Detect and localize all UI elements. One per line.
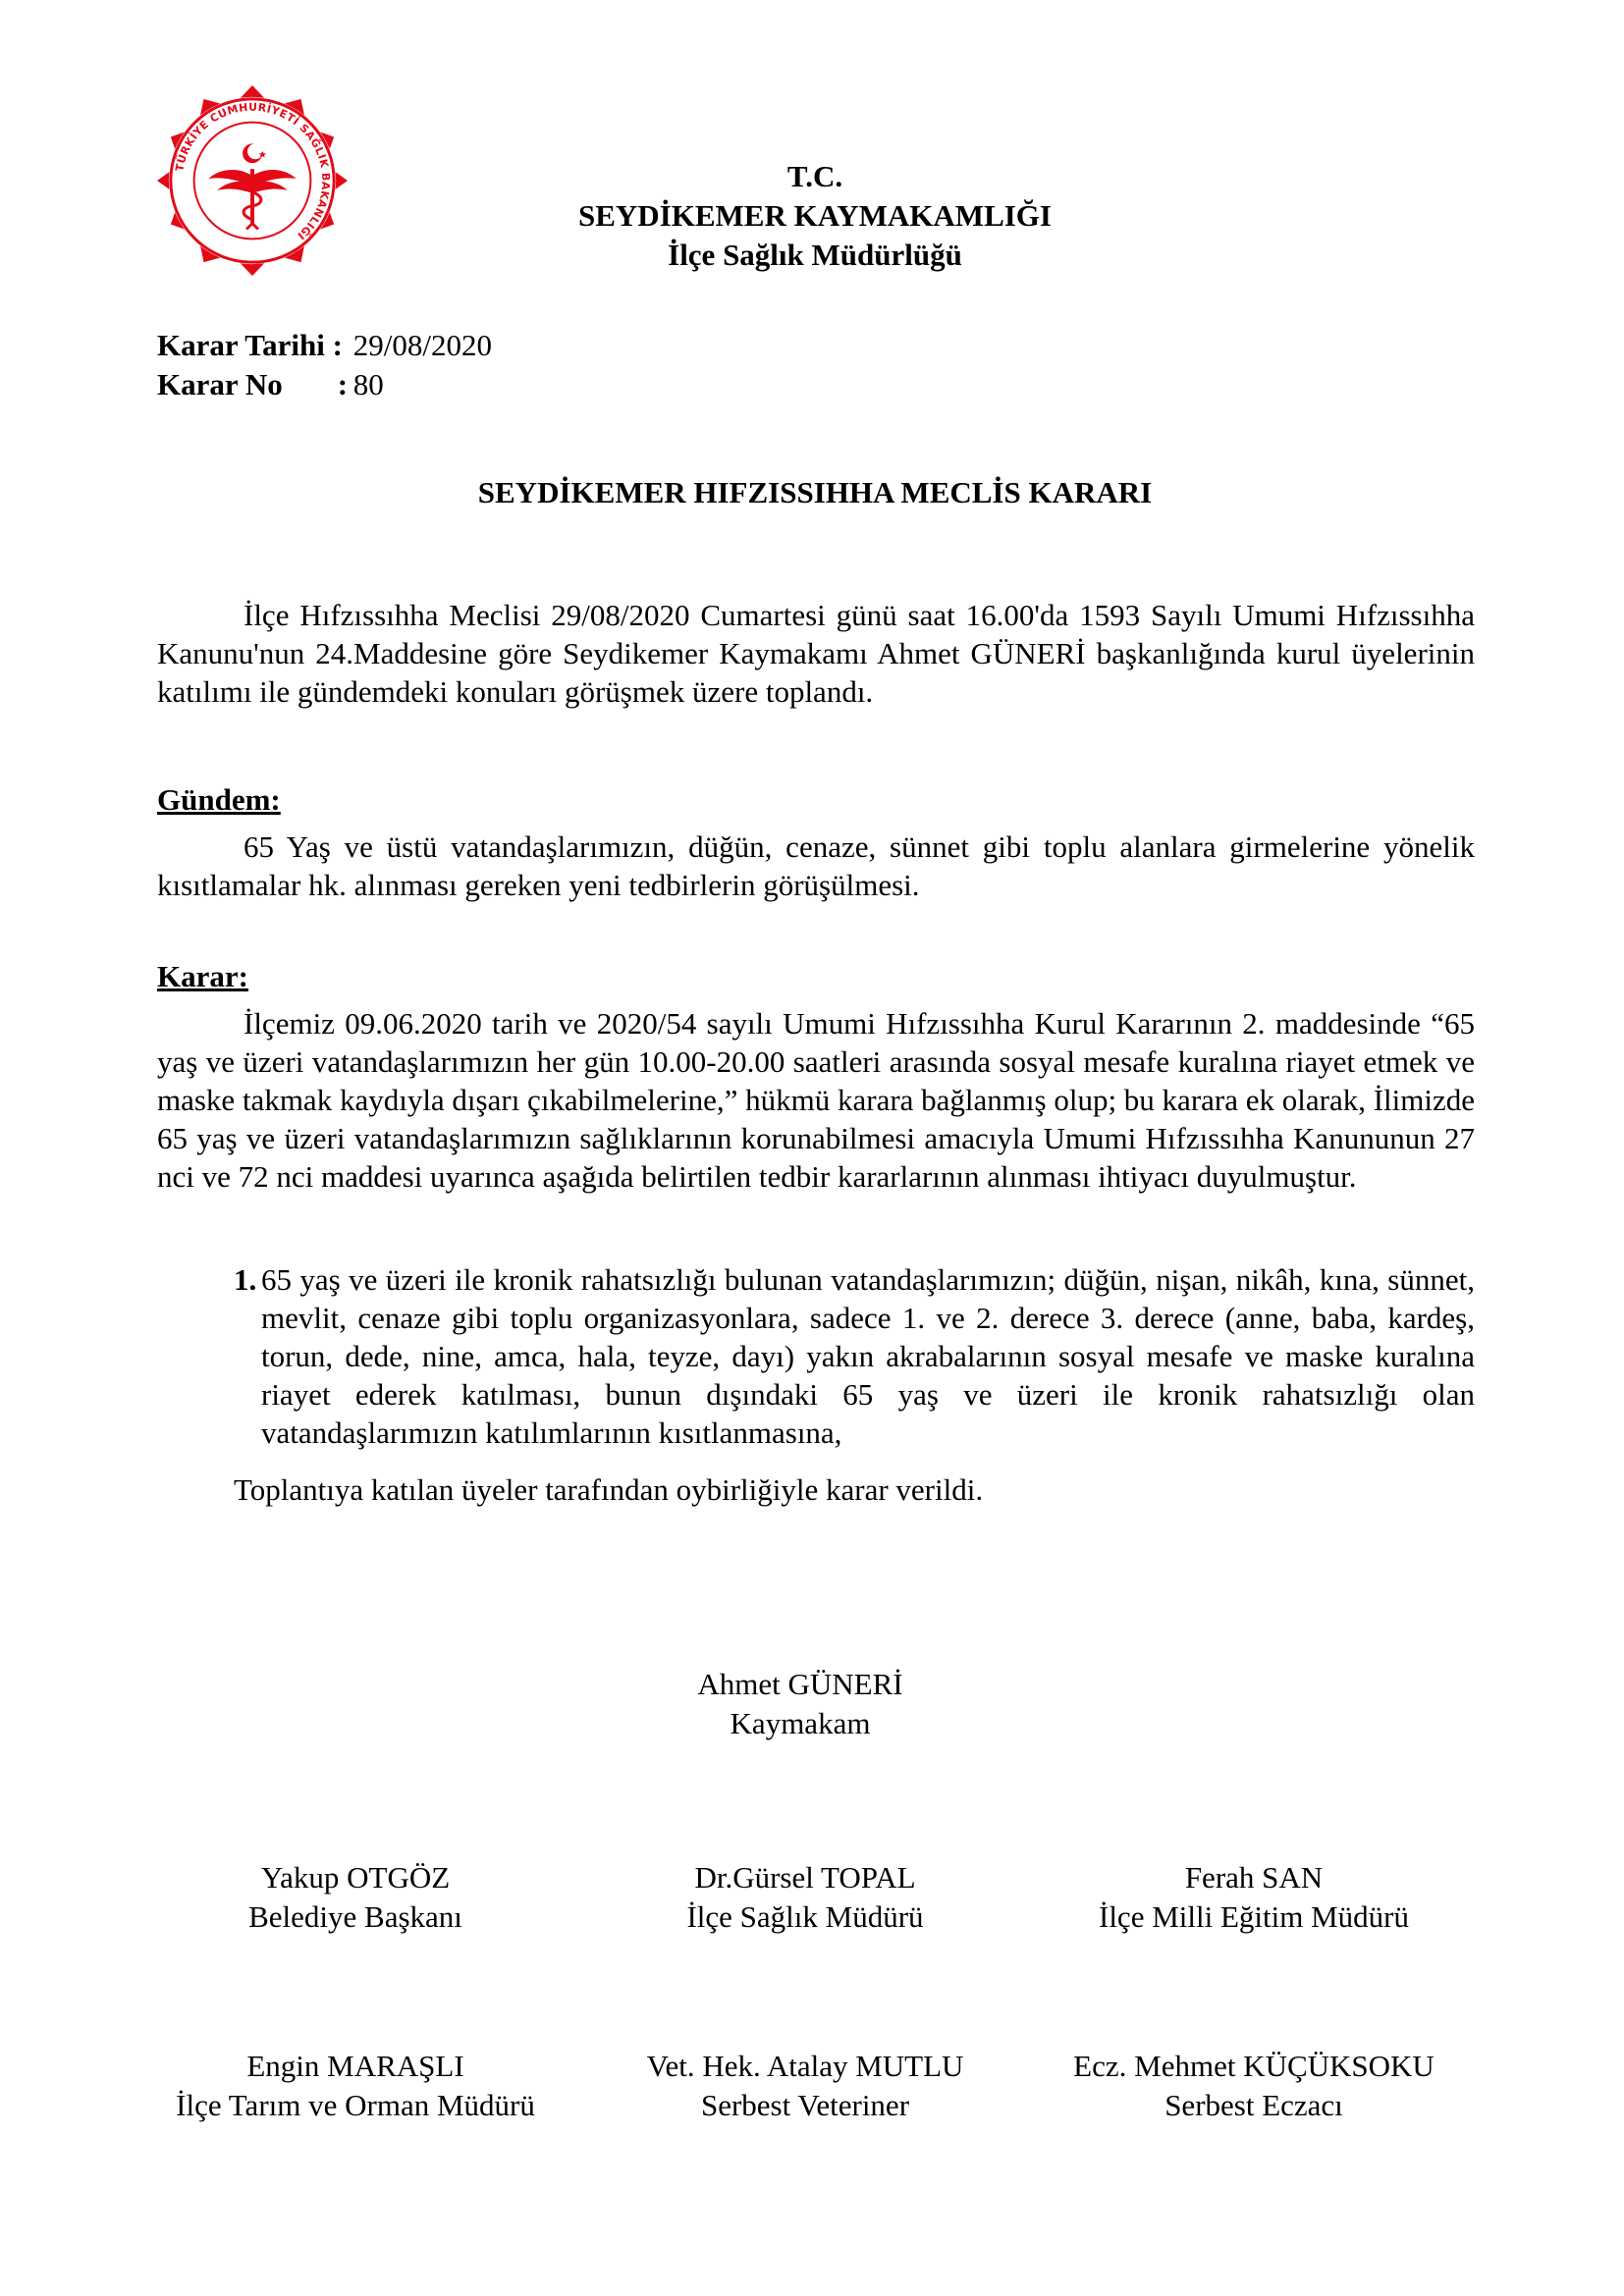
signatory-title: İlçe Sağlık Müdürü — [686, 1899, 924, 1934]
decision-date-label: Karar Tarihi : — [157, 328, 343, 362]
signatory-title: Serbest Eczacı — [1164, 2088, 1343, 2122]
decision-paragraph: İlçemiz 09.06.2020 tarih ve 2020/54 sayılı Umumi Hıfzıssıhha Kurul Kararının 2. maddesinde “65 yaş ve üzeri vatandaşlarımızın her gün 10.00-20.00 saatleri arasında sosyal mesafe kuralına riayet etmek ve maske takmak kaydıyla dışarı çıkabilmelerine,” hükmü karara bağlanmış olup; bu karara ek olarak, İlimizde 65 yaş ve üzeri vatandaşlarımızın sağlıklarının korunabilmesi amacıyla Umumi Hıfzıssıhha Kanununun 27 nci ve 72 nci maddesi uyarınca aşağıda belirtilen tedbir kararlarının alınması ihtiyacı duyulmuştur. — [157, 1006, 1475, 1194]
decision-no-value: 80 — [352, 367, 384, 401]
signatory-name: Ahmet GÜNERİ — [697, 1667, 903, 1701]
header-directorate: İlçe Sağlık Müdürlüğü — [668, 238, 962, 272]
list-item-number: 1. — [234, 1262, 257, 1297]
signatory-name: Engin MARAŞLI — [246, 2049, 464, 2083]
decision-date-row — [157, 326, 492, 365]
signatory-name: Vet. Hek. Atalay MUTLU — [646, 2049, 964, 2083]
signatory-title: Serbest Veteriner — [700, 2088, 910, 2122]
header-tc: T.C. — [786, 159, 843, 193]
signatory-3 — [1008, 1858, 1499, 1937]
svg-text:TÜRKİYE CUMHURİYETİ SAĞLIK BAK: TÜRKİYE CUMHURİYETİ SAĞLIK BAKANLIĞI — [173, 100, 333, 242]
signatory-title: İlçe Milli Eğitim Müdürü — [1099, 1899, 1409, 1934]
signatory-name: Yakup OTGÖZ — [260, 1860, 451, 1895]
signatory-name: Dr.Gürsel TOPAL — [694, 1860, 916, 1895]
agenda-paragraph: 65 Yaş ve üstü vatandaşlarımızın, düğün, cenaze, sünnet gibi toplu alanlara girmelerine yönelik kısıtlamalar hk. alınması gereken yeni tedbirlerin görüşülmesi. — [157, 829, 1475, 902]
closing-statement: Toplantıya katılan üyeler tarafından oybirliğiyle karar verildi. — [234, 1472, 984, 1507]
signatory-name: Ferah SAN — [1184, 1860, 1324, 1895]
signatory-title: Belediye Başkanı — [248, 1899, 462, 1934]
signatory-2 — [560, 1858, 1051, 1937]
signatory-head — [555, 1665, 1046, 1743]
signatory-name: Ecz. Mehmet KÜÇÜKSOKU — [1073, 2049, 1435, 2083]
ministry-of-health-seal-icon — [155, 83, 350, 278]
signatory-5 — [560, 2047, 1051, 2125]
intro-paragraph: İlçe Hıfzıssıhha Meclisi 29/08/2020 Cumartesi günü saat 16.00'da 1593 Sayılı Umumi Hıfzıssıhha Kanunu'nun 24.Maddesine göre Seydikemer Kaymakamı Ahmet GÜNERİ başkanlığında kurul üyelerinin katılımı ile gündemdeki konuları görüşmek üzere toplandı. — [157, 598, 1475, 709]
letterhead — [511, 157, 1119, 275]
signatory-1 — [110, 1858, 601, 1937]
decision-date-value: 29/08/2020 — [352, 328, 492, 362]
document-title: SEYDİKEMER HIFZISSIHHA MECLİS KARARI — [477, 475, 1153, 509]
decision-meta — [157, 326, 492, 404]
header-governorship: SEYDİKEMER KAYMAKAMLIĞI — [578, 198, 1052, 233]
decision-heading: Karar: — [157, 959, 248, 993]
signatory-6 — [1008, 2047, 1499, 2125]
list-item — [234, 1260, 1475, 1452]
decision-no-row — [157, 365, 492, 404]
agenda-heading: Gündem: — [157, 782, 281, 817]
decision-no-label: Karar No : — [157, 367, 349, 401]
list-item-text: 65 yaş ve üzeri ile kronik rahatsızlığı bulunan vatandaşlarımızın; düğün, nişan, nikâh, kına, sünnet, mevlit, cenaze gibi toplu organizasyonlara, sadece 1. ve 2. derece 3. derece (anne, baba, kardeş, torun, dede, nine, amca, hala, teyze, dayı) yakın akrabalarının sosyal mesafe ve maske kuralına riayet ederek katılması, bunun dışındaki 65 yaş ve üzeri ile kronik rahatsızlığı olan vatandaşlarımızın katılımlarının kısıtlanmasına, — [261, 1262, 1475, 1450]
signatory-4 — [110, 2047, 601, 2125]
signatory-title: İlçe Tarım ve Orman Müdürü — [176, 2088, 535, 2122]
signatory-title: Kaymakam — [730, 1706, 871, 1740]
